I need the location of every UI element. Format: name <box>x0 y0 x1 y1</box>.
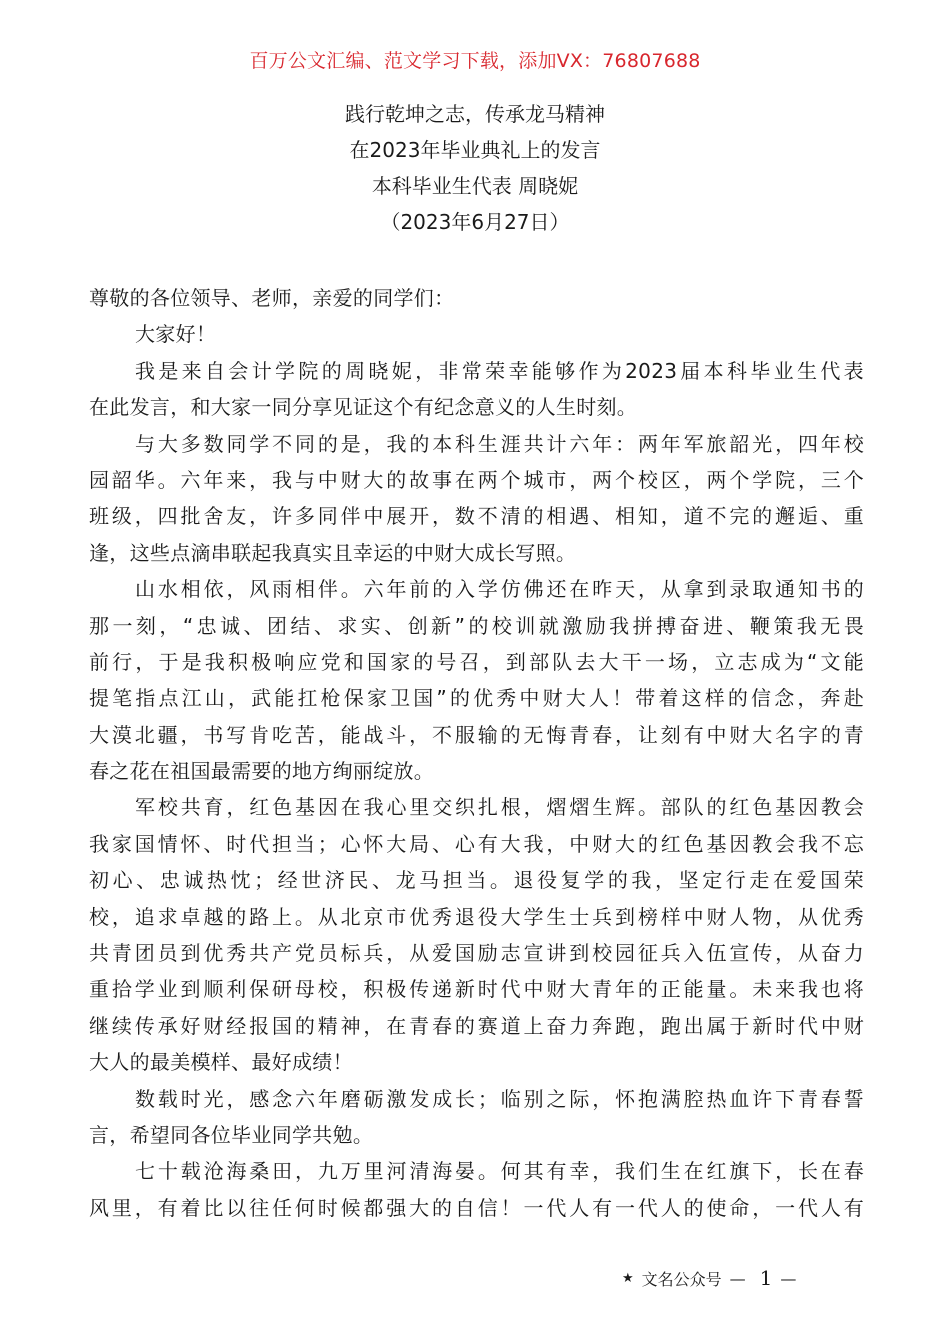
dash-right: — <box>780 1268 797 1288</box>
body-line: 逢，这些点滴串联起我真实且幸运的中财大成长写照。 <box>89 540 577 565</box>
body-line: 大人的最美模样、最好成绩！ <box>89 1050 353 1075</box>
speech-subtitle: 在2023年毕业典礼上的发言 <box>349 138 601 162</box>
body-line: 数载时光，感念六年磨砺激发成长；临别之际，怀抱满腔热血许下青春誓 <box>135 1086 864 1111</box>
body-line: 园韶华。六年来，我与中财大的故事在两个城市，两个校区，两个学院，三个 <box>89 467 864 492</box>
body-line: 重拾学业到顺利保研母校，积极传递新时代中财大青年的正能量。未来我也将 <box>89 977 864 1002</box>
page-footer <box>622 1266 796 1290</box>
speech-date: （2023年6月27日） <box>380 210 570 234</box>
watermark-banner: 百万公文汇编、范文学习下载，添加VX：76807688 <box>249 50 701 72</box>
body-line: 军校共育，红色基因在我心里交织扎根，熠熠生辉。部队的红色基因教会 <box>135 795 864 820</box>
body-line: 初心、忠诚热忱；经世济民、龙马担当。退役复学的我，坚定行走在爱国荣 <box>89 868 864 893</box>
dash-left: — <box>729 1268 746 1288</box>
title-block <box>0 96 950 240</box>
body-line: 那一刻，“忠诚、团结、求实、创新”的校训就激励我拼搏奋进、鞭策我无畏 <box>89 613 864 638</box>
body-line: 共青团员到优秀共产党员标兵，从爱国励志宣讲到校园征兵入伍宣传，从奋力 <box>89 941 864 966</box>
body-line: 在此发言，和大家一同分享见证这个有纪念意义的人生时刻。 <box>89 395 638 420</box>
body-line: 七十载沧海桑田，九万里河清海晏。何其有幸，我们生在红旗下，长在春 <box>135 1159 864 1184</box>
body-line: 风里，有着比以往任何时候都强大的自信！一代人有一代人的使命，一代人有 <box>89 1195 864 1220</box>
body-line: 言，希望同各位毕业同学共勉。 <box>89 1122 374 1147</box>
body-line: 继续传承好财经报国的精神，在青春的赛道上奋力奔跑，跑出属于新时代中财 <box>89 1013 864 1038</box>
body-line: 山水相依，风雨相伴。六年前的入学仿佛还在昨天，从拿到录取通知书的 <box>135 577 864 602</box>
body-line: 我是来自会计学院的周晓妮，非常荣幸能够作为2023届本科毕业生代表 <box>135 358 864 383</box>
body-line: 提笔指点江山，武能扛枪保家卫国”的优秀中财大人！带着这样的信念，奔赴 <box>89 686 864 711</box>
body-line: 大漠北疆，书写肯吃苦，能战斗，不服输的无悔青春，让刻有中财大名字的青 <box>89 722 864 747</box>
body-line: 班级，四批舍友，许多同伴中展开，数不清的相遇、相知，道不完的邂逅、重 <box>89 504 864 529</box>
page-number: 1 <box>759 1266 773 1290</box>
speech-title: 践行乾坤之志，传承龙马精神 <box>345 102 605 126</box>
footer-label: 文名公众号 <box>641 1269 722 1289</box>
star-icon: ★ <box>622 1270 634 1286</box>
body-line: 我家国情怀、时代担当；心怀大局、心有大我，中财大的红色基因教会我不忘 <box>89 831 864 856</box>
speaker-line: 本科毕业生代表 周晓妮 <box>371 174 579 198</box>
body-line: 春之花在祖国最需要的地方绚丽绽放。 <box>89 759 435 784</box>
salutation: 尊敬的各位领导、老师，亲爱的同学们： <box>89 286 455 310</box>
body-line: 前行，于是我积极响应党和国家的号召，到部队去大干一场，立志成为“文能 <box>89 649 864 674</box>
speech-body <box>89 280 864 1226</box>
body-line: 校，追求卓越的路上。从北京市优秀退役大学生士兵到榜样中财人物，从优秀 <box>89 904 864 929</box>
body-line: 与大多数同学不同的是，我的本科生涯共计六年：两年军旅韶光，四年校 <box>135 431 864 456</box>
greeting: 大家好！ <box>135 322 217 347</box>
